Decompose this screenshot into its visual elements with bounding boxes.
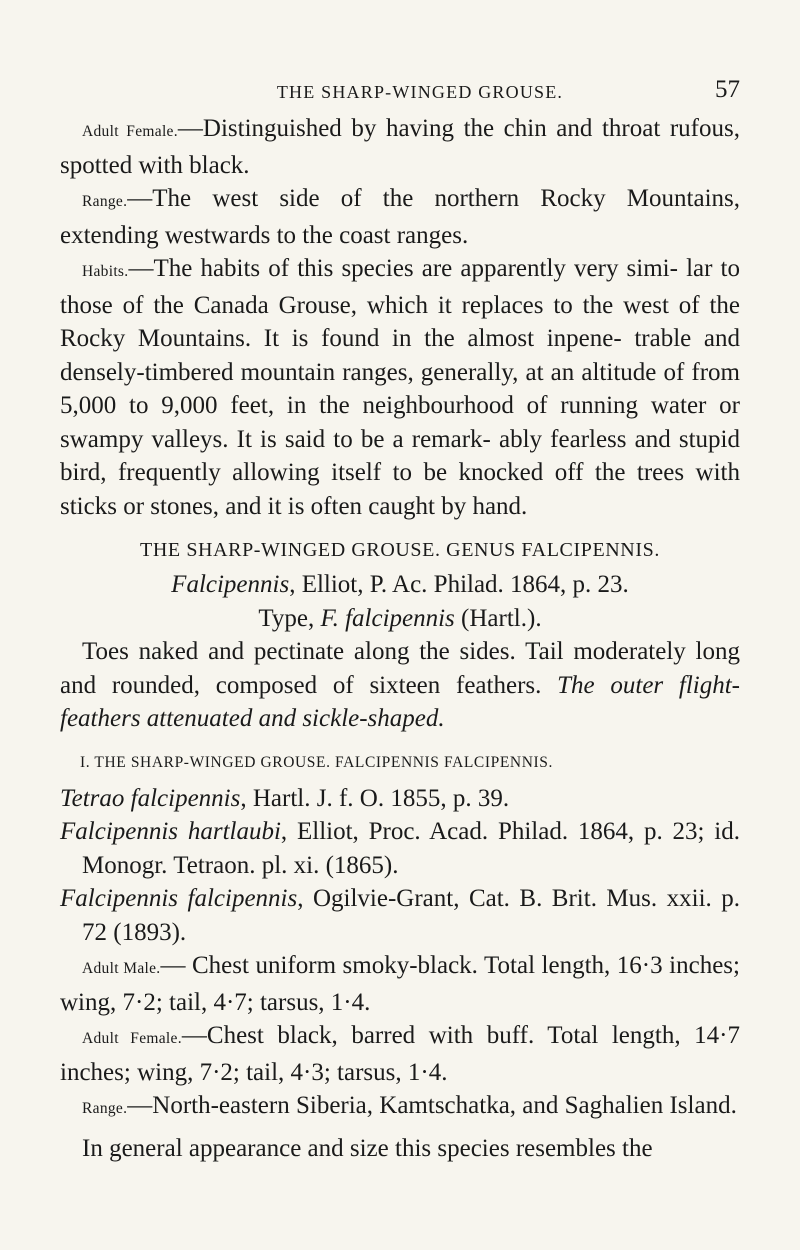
adult-female-label-2: Adult Female. (82, 1030, 182, 1047)
genus-description-italic: The outer flight-feathers attenuated and sickle-shaped. (60, 671, 740, 732)
habits-paragraph (60, 252, 740, 523)
type-suffix: (Hartl.). (454, 604, 542, 632)
genus-heading: THE SHARP-WINGED GROUSE. GENUS FALCIPENNIS. (140, 539, 660, 561)
adult-male-text: — Chest uniform smoky-black. Total length, 16·3 inches; wing, 7·2; tail, 4·7; tarsus, 1·4. (60, 952, 740, 1016)
synonym-citation: , Ogilvie-Grant, Cat. B. Brit. Mus. xxii. p. 72 (1893). (82, 885, 741, 946)
range-paragraph-2 (60, 1089, 740, 1126)
synonym-citation: , Hartl. J. f. O. 1855, p. 39. (240, 784, 510, 812)
type-species-name: F. falcipennis (320, 604, 455, 632)
book-page (60, 72, 740, 1165)
synonym-entry (60, 782, 740, 816)
species-heading: I. THE SHARP-WINGED GROUSE. FALCIPENNIS FALCIPENNIS. (80, 753, 553, 771)
genus-name: Falcipennis (171, 571, 290, 598)
adult-female-label: Adult Female. (82, 123, 178, 140)
genus-citation: , Elliot, P. Ac. Philad. 1864, p. 23. (289, 571, 629, 598)
genus-reference (60, 568, 740, 602)
range-text: —The west side of the northern Rocky Mountains, extending westwards to the coast ranges. (60, 185, 740, 249)
adult-female-text: —Distinguished by having the chin and throat rufous, spotted with black. (60, 115, 740, 179)
range-paragraph (60, 182, 740, 252)
page-number: 57 (715, 76, 740, 103)
synonym-entry (60, 882, 740, 949)
adult-female-paragraph (60, 112, 740, 182)
running-title: THE SHARP-WINGED GROUSE. (276, 82, 564, 102)
synonym-name: Falcipennis falcipennis (60, 885, 298, 912)
range-label: Range. (82, 193, 128, 210)
habits-text: —The habits of this species are apparently very simi- lar to those of the Canada Grouse, which it replaces to the west of the Rocky Mountains. It is found in the almost inpene- trable and densely-timbered mountain ranges, generally, at an altitude of from 5,000 to 9,000 feet, in the neighbourhood of running water or swampy valleys. It is said to be a remark- ably fearless and stupid bird, frequently allowing itself to be knocked off the trees with sticks or stones, and it is often caught by hand. (60, 255, 740, 520)
adult-female-measurements (60, 1019, 740, 1089)
range-text-2: —North-eastern Siberia, Kamtschatka, and Saghalien Island. (127, 1092, 737, 1119)
running-head (60, 72, 740, 112)
synonym-name: Tetrao falcipennis (60, 784, 241, 812)
type-line (60, 602, 740, 636)
adult-female-measurements-text: —Chest black, barred with buff. Total length, 14·7 inches; wing, 7·2; tail, 4·3; tarsus, 1·4. (60, 1022, 740, 1086)
synonym-citation: , Elliot, Proc. Acad. Philad. 1864, p. 23; id. Monogr. Tetraon. pl. xi. (1865). (82, 818, 740, 879)
final-paragraph: In general appearance and size this species resembles the (82, 1134, 653, 1162)
range-label-2: Range. (82, 1100, 128, 1117)
adult-male-label: Adult Male. (82, 960, 161, 977)
genus-description-text: Toes naked and pectinate along the sides. Tail moderately long and rounded, composed of sixteen feathers. (60, 638, 740, 699)
type-prefix: Type, (258, 604, 321, 632)
adult-male-paragraph (60, 949, 740, 1019)
synonym-entry (60, 815, 740, 882)
genus-description (60, 635, 740, 736)
synonym-name: Falcipennis hartlaubi (60, 818, 281, 845)
habits-label: Habits. (82, 263, 129, 280)
